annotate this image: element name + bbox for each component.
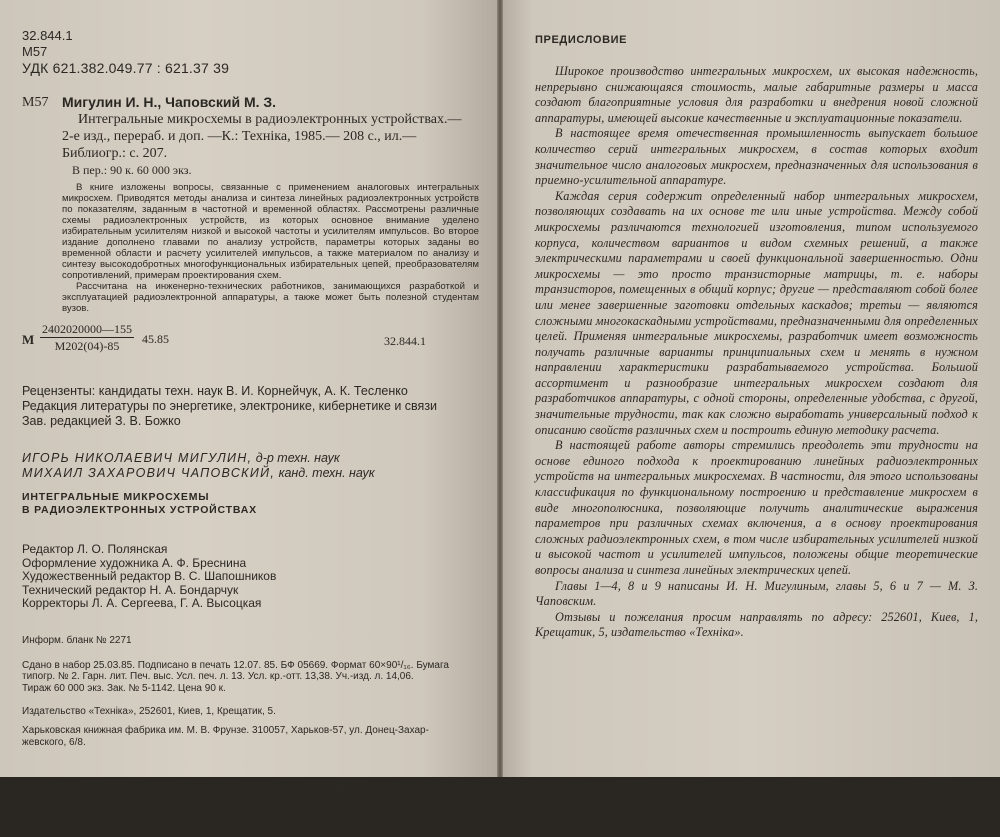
copyright-block [208, 780, 479, 837]
copyright-text: Издательство «Техніка», 1985, с изме- нениями [228, 806, 431, 836]
annotation-paragraph: Рассчитана на инженерно-технических работников, занимающихся разработкой и эксплуатацией радиоэлектронной аппаратуры, а также может быть полезной студентам вузов. [62, 281, 479, 314]
classification-codes [22, 28, 479, 76]
annotation [62, 182, 479, 314]
entry-title-line: 2-е изд., перераб. и доп. —К.: Техніка, 1985.— 208 с., ил.— [62, 129, 417, 144]
preface-paragraph: Каждая серия содержит определенный набор интегральных микросхем, позволяющих создавать на их основе те или иные устройства. Между собой микросхемы различаются технологией изготовления, типом используемого корпуса, количеством вариантов и видом схемных решений, а также электрическими параметрами и своей функциональной завершенностью. Одни микросхемы — это просто транзисторные матрицы, т. е. наборы транзисторов, помещенных в общий корпус; другие — представляют собой более или менее завершенные заготовки отдельных каскадов; третьи — являются сложными многокаскадными устройствами, предназначенными для определенных целей. Применяя интегральные микросхемы, разработчик имеет возможность получать различные варианты принципиальных схем и менять в нужном направлении характеристики разрабатываемого устройства. Большой ассортимент и разнообразие интегральных микросхем создают для разработчиков аппаратуры, с одной стороны, определенные удобства, с другой, значительные трудности, так как сложно выработать универсальный подход к описанию свойств различных схем и построить единую методику расчета. [535, 188, 978, 437]
entry-title-line: Библиогр.: с. 207. [62, 146, 168, 161]
entry-price: В пер.: 90 к. 60 000 экз. [72, 163, 192, 177]
book-title-line: В РАДИОЭЛЕКТРОННЫХ УСТРОЙСТВАХ [22, 504, 257, 516]
entry-title-line: Интегральные микросхемы в радиоэлектронных устройствах.— [78, 112, 462, 127]
preface-paragraph: Широкое производство интегральных микросхем, их высокая надежность, непрерывно снижающаяся стоимость, малые габаритные размеры и масса создают благоприятные условия для разработки и внедрения новой сложной аппаратуры, имеющей высокие качественные и эксплуатационные показатели. [535, 64, 978, 125]
code-fraction [40, 322, 134, 354]
book-title-line: ИНТЕГРАЛЬНЫЕ МИКРОСХЕМЫ [22, 491, 210, 503]
preface-paragraph: Отзывы и пожелания просим направлять по адресу: 252601, Киев, 1, Крещатик, 5, издательство «Техніка». [535, 609, 978, 640]
author-degree: канд. техн. наук [278, 466, 375, 480]
credit-line: Редакция литературы по энергетике, электронике, кибернетике и связи [22, 399, 438, 413]
author-line [22, 451, 479, 466]
entry-authors: Мигулин И. Н., Чаповский М. З. [62, 94, 277, 110]
factory-line: жевского, 6/8. [22, 736, 86, 748]
book-title [22, 491, 479, 517]
editor-line: Редактор Л. О. Полянская [22, 542, 168, 556]
author-name: ИГОРЬ НИКОЛАЕВИЧ МИГУЛИН, [22, 451, 253, 465]
reviewers-block [22, 384, 479, 429]
author-mark: М57 [22, 44, 48, 59]
print-line: Сдано в набор 25.03.85. Подписано в печать 12.07. 85. БФ 05669. Формат 60×90¹/₁₆. Бумага [22, 659, 449, 671]
credit-line: Зав. редакцией З. В. Божко [22, 414, 181, 428]
copyright-row [208, 805, 479, 837]
bbk-code: 32.844.1 [22, 28, 73, 43]
code-numerator: 2402020000—155 [42, 322, 132, 336]
right-page [503, 0, 1000, 777]
code-bbk: 32.844.1 [384, 334, 426, 348]
left-page [0, 0, 497, 836]
credit-line: Рецензенты: кандидаты техн. наук В. И. Корнейчук, А. К. Тесленко [22, 384, 408, 398]
print-line: Тираж 60 000 экз. Зак. № 5-1142. Цена 90 к. [22, 682, 226, 694]
catalog-code-line [22, 320, 479, 360]
catalog-entry [22, 94, 479, 179]
code-price: 45.85 [142, 332, 169, 346]
code-mark: М [22, 332, 35, 347]
printing-factory [22, 725, 479, 748]
editor-line: Технический редактор Н. А. Бондарчук [22, 582, 239, 597]
preface-text [535, 64, 978, 641]
editor-line: Корректоры Л. А. Сергеева, Г. А. Высоцкая [22, 596, 262, 610]
print-data [22, 660, 479, 695]
entry-mark: М57 [22, 95, 49, 110]
inform-blank: Информ. бланк № 2271 [22, 634, 132, 646]
copyright-row [208, 780, 479, 797]
editors-block [22, 543, 479, 611]
editor-line: Художественный редактор В. С. Шапошников [22, 569, 277, 583]
print-line: типогр. № 2. Гарн. лит. Печ. выс. Усл. печ. л. 13. Усл. кр.-отт. 13,38. Уч.-изд. л. 14,06. [22, 671, 414, 682]
copyright-text: Издательство «Техника», 1978 [228, 781, 390, 795]
editor-line: Оформление художника А. Ф. Бреснина [22, 555, 247, 570]
code-denominator: М202(04)-85 [54, 339, 120, 353]
preface-paragraph: Главы 1—4, 8 и 9 написаны И. Н. Мигулиным, главы 5, 6 и 7 — М. З. Чаповским. [535, 578, 978, 609]
authors-full [22, 451, 479, 481]
publisher-address: Издательство «Техніка», 252601, Киев, 1, Крещатик, 5. [22, 706, 276, 717]
author-degree: д-р техн. наук [255, 451, 340, 465]
udk-code: УДК 621.382.049.77 : 621.37 39 [22, 60, 230, 76]
author-name: МИХАИЛ ЗАХАРОВИЧ ЧАПОВСКИЙ, [22, 466, 276, 480]
preface-title: ПРЕДИСЛОВИЕ [535, 34, 628, 46]
copyright-icon: C [208, 780, 225, 797]
author-line [22, 466, 479, 481]
preface-paragraph: В настоящей работе авторы стремились преодолеть эти трудности на основе единого подхода к проектированию линейных радиоэлектронных устройств на интегральных микросхемах. В частности, для этого использованы классификация по функциональному построению и представление микросхем в виде многополюсника, позволяющие получить аналитические выражения параметров при различных схемах включения, а в основу проектирования сложных радиоэлектронных схем, в том числе избирательных усилителей низкой и высокой частот и усилителей импульсов, положены общие теоретические вопросы анализа и синтеза линейных электрических цепей. [535, 438, 978, 577]
copyright-icon: C [208, 805, 225, 822]
factory-line: Харьковская книжная фабрика им. М. В. Фрунзе. 310057, Харьков-57, ул. Донец-Захар- [22, 725, 429, 736]
preface-paragraph: В настоящее время отечественная промышленность выпускает большое количество серий интегральных микросхем, в состав которых входит значительное число аналоговых микросхем, предназначенных для использования в приемно-усилительной аппаратуре. [535, 126, 978, 188]
annotation-paragraph: В книге изложены вопросы, связанные с применением аналоговых интегральных микросхем. Приводятся методы анализа и синтеза линейных радиоэлектронных устройств по показателям, заданным в частотной и временной областях. Рассмотрены различные схемы радиоэлектронных устройств, из которых основное внимание уделено избирательным усилителям низкой и высокой частоты и усилителям импульсов. Во второе издание дополнено главами по анализу устройств, параметры которых заданы во временной области и расчету усилителей импульсов, а также материалом по анализу и синтезу высокодобротных многофункциональных избирательных цепей, преобразователям сопротивлений, примерам проектирования схем. [62, 182, 479, 281]
